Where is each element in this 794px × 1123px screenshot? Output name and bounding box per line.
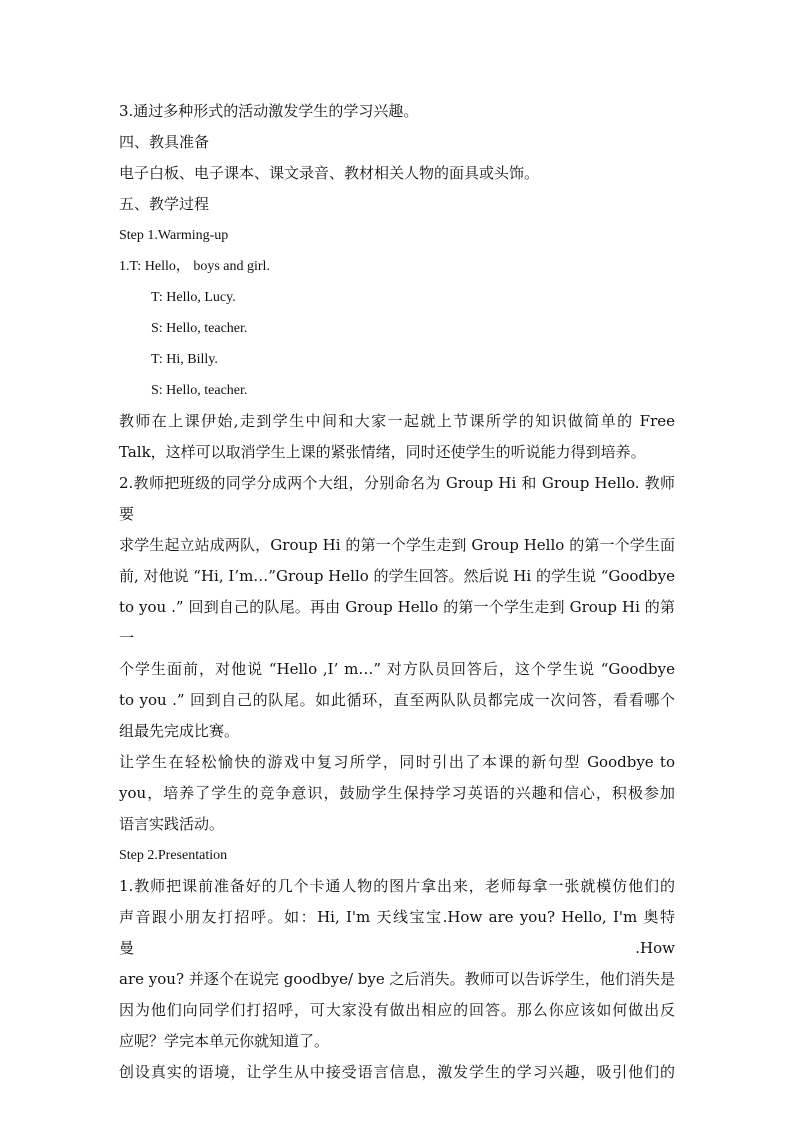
text-line: Talk，这样可以取消学生上课的紧张情绪，同时还使学生的听说能力得到培养。: [119, 443, 646, 461]
dialog-line: T: Hi, Billy.: [151, 352, 218, 367]
step-1-title: Step 1.Warming-up: [119, 228, 229, 243]
text-line: 应呢？学完本单元你就知道了。: [119, 1032, 330, 1050]
dialog-line: S: Hello, teacher.: [151, 321, 248, 336]
paragraph-group-game: [119, 468, 675, 747]
paragraph-game-purpose: [119, 747, 675, 840]
goal-3: 3.通过多种形式的活动激发学生的学习兴趣。: [119, 102, 419, 120]
text-line: 1.教师把课前准备好的几个卡通人物的图片拿出来，老师每拿一张就模仿他们的: [119, 877, 675, 895]
text-line: 个学生面前，对他说 “Hello ,I’ m…” 对方队员回答后，这个学生说 “Goodbye: [119, 660, 675, 678]
text-line: 让学生在轻松愉快的游戏中复习所学，同时引出了本课的新句型 Goodbye to: [119, 753, 675, 771]
section-5-title: 五、教学过程: [119, 195, 210, 213]
step-1-item-1: 1.T: Hello， boys and girl.: [119, 259, 270, 274]
step-2-title: Step 2.Presentation: [119, 848, 228, 863]
text-line: 组最先完成比赛。: [119, 722, 240, 740]
text-line: to you .” 回到自己的队尾。再由 Group Hello 的第一个学生走到 Group Hi 的第一: [119, 598, 675, 647]
text-line: 创设真实的语境，让学生从中接受语言信息，激发学生的学习兴趣，吸引他们的: [119, 1063, 675, 1081]
dialog-block: [119, 282, 675, 406]
section-4-body: 电子白板、电子课本、课文录音、教材相关人物的面具或头饰。: [119, 164, 540, 182]
paragraph-free-talk: [119, 406, 675, 468]
text-line: 语言实践活动。: [119, 815, 225, 833]
text-line: 教师在上课伊始,走到学生中间和大家一起就上节课所学的知识做简单的 Free: [119, 412, 675, 430]
document-page: [119, 96, 675, 1088]
text-line: 因为他们向同学们打招呼，可大家没有做出相应的回答。那么你应该如何做出反: [119, 1001, 675, 1019]
text-line: 前, 对他说 “Hi, I’m…”Group Hello 的学生回答。然后说 Hi 的学生说 “Goodbye: [119, 567, 675, 585]
text-line: 求学生起立站成两队，Group Hi 的第一个学生走到 Group Hello 的第一个学生面: [119, 536, 675, 554]
dialog-line: T: Hello, Lucy.: [151, 290, 236, 305]
paragraph-real-context: [119, 1057, 675, 1088]
text-line: to you .” 回到自己的队尾。如此循环，直至两队队员都完成一次问答，看看哪个: [119, 691, 675, 709]
text-line: are you? 并逐个在说完 goodbye/ bye 之后消失。教师可以告诉学生，他们消失是: [119, 970, 675, 988]
text-line: 2.教师把班级的同学分成两个大组，分别命名为 Group Hi 和 Group Hello. 教师要: [119, 474, 675, 523]
paragraph-cartoon-pictures: [119, 871, 675, 1057]
text-line: 声音跟小朋友打招呼。如：Hi, I'm 天线宝宝.How are you? Hello, I'm 奥特曼.How: [119, 908, 675, 957]
dialog-line: S: Hello, teacher.: [151, 383, 248, 398]
section-4-title: 四、教具准备: [119, 133, 210, 151]
text-line: you，培养了学生的竞争意识，鼓励学生保持学习英语的兴趣和信心，积极参加: [119, 784, 675, 802]
